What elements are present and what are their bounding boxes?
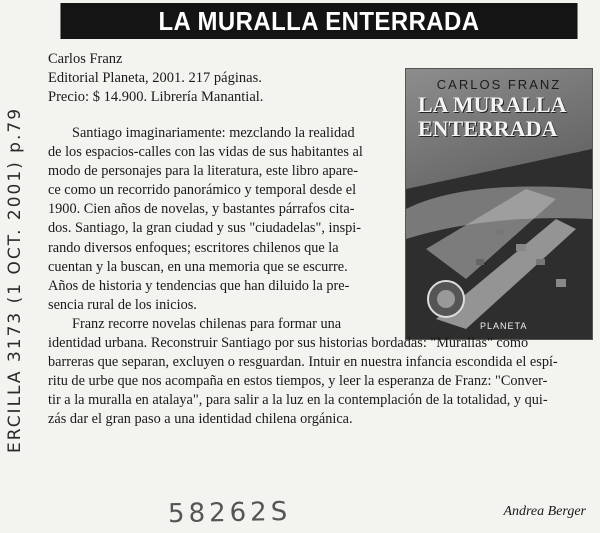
article-title: LA MURALLA ENTERRADA <box>60 3 577 39</box>
article-body <box>48 124 590 430</box>
body-line: cuentan y la buscan, en una memoria que se escurre. <box>48 258 348 275</box>
body-line: ritu de urbe que nos acompaña en estos tiempos, y leer la esperanza de Franz: "Conver- <box>48 373 548 390</box>
body-line: Franz recorre novelas chilenas para formar una <box>72 315 342 332</box>
cover-title: LA MURALLA ENTERRADA <box>418 92 566 141</box>
handwritten-side-note <box>2 45 28 515</box>
article-signature: Andrea Berger <box>503 504 586 519</box>
body-line: 1900. Cien años de novelas, y bastantes párrafos cita- <box>48 201 355 218</box>
body-line: identidad urbana. Reconstruir Santiago por sus historias bordadas: "Murallas" como <box>48 335 529 352</box>
book-author: Carlos Franz <box>48 51 123 67</box>
archive-stamp-number: 58262S <box>167 496 292 530</box>
body-line: Años de historia y tendencias que han diluido la pre- <box>48 277 350 294</box>
body-line: tir a la muralla en atalaya", para salir a la luz en la contemplación de la totalidad, y qui- <box>48 392 548 409</box>
cover-publisher: PLANETA <box>480 321 528 331</box>
body-line: zás dar el gran paso a una identidad chilena orgánica. <box>48 411 353 428</box>
body-line: de los espacios-calles con las vidas de sus habitantes al <box>48 144 363 161</box>
book-price: Precio: $ 14.900. Librería Manantial. <box>48 89 264 105</box>
body-line: sencia rural de los inicios. <box>48 296 197 313</box>
side-note-text: ERCILLA 3173 (1 OCT. 2001) p.79 <box>5 106 25 454</box>
body-line: ce como un recorrido panorámico y temporal desde el <box>48 182 357 199</box>
body-line: dos. Santiago, la gran ciudad y sus "ciudadelas", inspi- <box>48 220 362 237</box>
cover-author: CARLOS FRANZ <box>436 77 562 92</box>
book-publisher: Editorial Planeta, 2001. 217 páginas. <box>48 70 262 86</box>
body-line: rando diversos enfoques; escritores chilenos que la <box>48 239 339 256</box>
bibliographic-info <box>48 50 388 107</box>
body-line: Santiago imaginariamente: mezclando la realidad <box>72 125 355 141</box>
body-line: barreras que separan, excluyen o resguardan. Intuir en nuestra infancia escondida el espí- <box>48 354 558 371</box>
body-line: modo de personajes para la literatura, este libro apare- <box>48 163 359 180</box>
